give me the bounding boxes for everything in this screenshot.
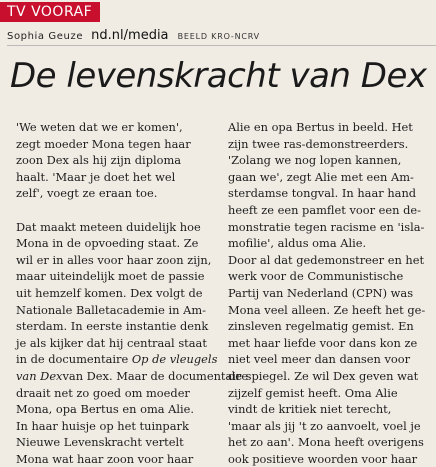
- text-line: werk voor de Communistische: [228, 269, 404, 284]
- documentary-title: Op de vleugels: [131, 352, 218, 367]
- text-line: wil er in alles voor haar zoon zijn,: [16, 252, 212, 267]
- headline: De levenskracht van Dex: [10, 56, 427, 96]
- text-line-with-title: [16, 368, 249, 385]
- text-line: zoon Dex als hij zijn diploma: [16, 153, 182, 168]
- byline-site: nd.nl/media: [91, 28, 169, 43]
- text-line: 'Zolang we nog lopen kannen,: [228, 153, 402, 168]
- byline: [7, 27, 260, 44]
- text-line: het zo aan'. Mona heeft overigens: [228, 435, 424, 450]
- text-line: sterdamse tongval. In haar hand: [228, 186, 417, 201]
- text-line: monstratie tegen racisme en 'isla-: [228, 219, 425, 234]
- text-line: zelf', voegt ze eraan toe.: [16, 186, 158, 201]
- body-paragraph: [228, 252, 433, 467]
- right-column: [228, 119, 433, 467]
- text-line: draait net zo goed om moeder: [16, 385, 190, 400]
- text-fragment: in de documentaire: [16, 352, 129, 367]
- body-paragraph: [16, 219, 249, 467]
- header-divider: [7, 45, 436, 46]
- text-line: Mona in de opvoeding staat. Ze: [16, 236, 199, 251]
- text-line-with-title: [16, 351, 216, 368]
- text-line: Dat maakt meteen duidelijk hoe: [16, 219, 201, 234]
- text-line: niet veel meer dan dansen voor: [228, 352, 411, 367]
- intro-paragraph: [16, 119, 216, 202]
- photo-credit: BEELD KRO-NCRV: [177, 32, 260, 41]
- text-line: ook positieve woorden voor haar: [228, 451, 418, 466]
- text-line: met haar liefde voor dans kon ze: [228, 335, 418, 350]
- documentary-title: van Dex: [16, 368, 63, 383]
- continued-paragraph: [228, 119, 433, 252]
- section-kicker: TV VOORAF: [0, 2, 100, 22]
- text-line: uit hemzelf komen. Dex volgt de: [16, 285, 203, 300]
- text-line: zijzelf gemist heeft. Oma Alie: [228, 385, 398, 400]
- text-line: 'maar als jij 't zo aanvoelt, voel je: [228, 418, 421, 433]
- text-line: Mona wat haar zoon voor haar: [16, 451, 194, 466]
- byline-author: Sophia Geuze: [7, 31, 84, 42]
- text-line: haalt. 'Maar je doet het wel: [16, 169, 176, 184]
- text-line: zijn twee ras-demonstreerders.: [228, 136, 409, 151]
- text-line: sterdam. In eerste instantie denk: [16, 319, 209, 334]
- text-line: heeft ze een pamflet voor een de-: [228, 202, 421, 217]
- text-line: zinsleven regelmatig gemist. En: [228, 319, 414, 334]
- text-line: In haar huisje op het tuinpark: [16, 418, 189, 433]
- text-line: Alie en opa Bertus in beeld. Het: [228, 120, 413, 134]
- text-line: de spiegel. Ze wil Dex geven wat: [228, 368, 419, 383]
- text-line: mofilie', aldus oma Alie.: [228, 236, 367, 251]
- text-line: Partij van Nederland (CPN) was: [228, 285, 414, 300]
- text-line: Mona veel alleen. Ze heeft het ge-: [228, 302, 426, 317]
- text-fragment: van Dex. Maar de documentaire: [62, 368, 249, 383]
- text-line: je als kijker dat hij centraal staat: [16, 335, 207, 350]
- text-line: Nationale Balletacademie in Am-: [16, 302, 207, 317]
- left-column: [16, 119, 249, 467]
- text-line: vindt de kritiek niet terecht,: [228, 402, 392, 417]
- text-line: Door al dat gedemonstreer en het: [228, 252, 425, 267]
- text-line: Nieuwe Levenskracht vertelt: [16, 435, 184, 450]
- text-line: maar uiteindelijk moet de passie: [16, 269, 205, 284]
- text-line: gaan we', zegt Alie met een Am-: [228, 169, 414, 184]
- text-line: zegt moeder Mona tegen haar: [16, 136, 191, 151]
- text-line: Mona, opa Bertus en oma Alie.: [16, 402, 195, 417]
- text-line: 'We weten dat we er komen',: [16, 120, 183, 134]
